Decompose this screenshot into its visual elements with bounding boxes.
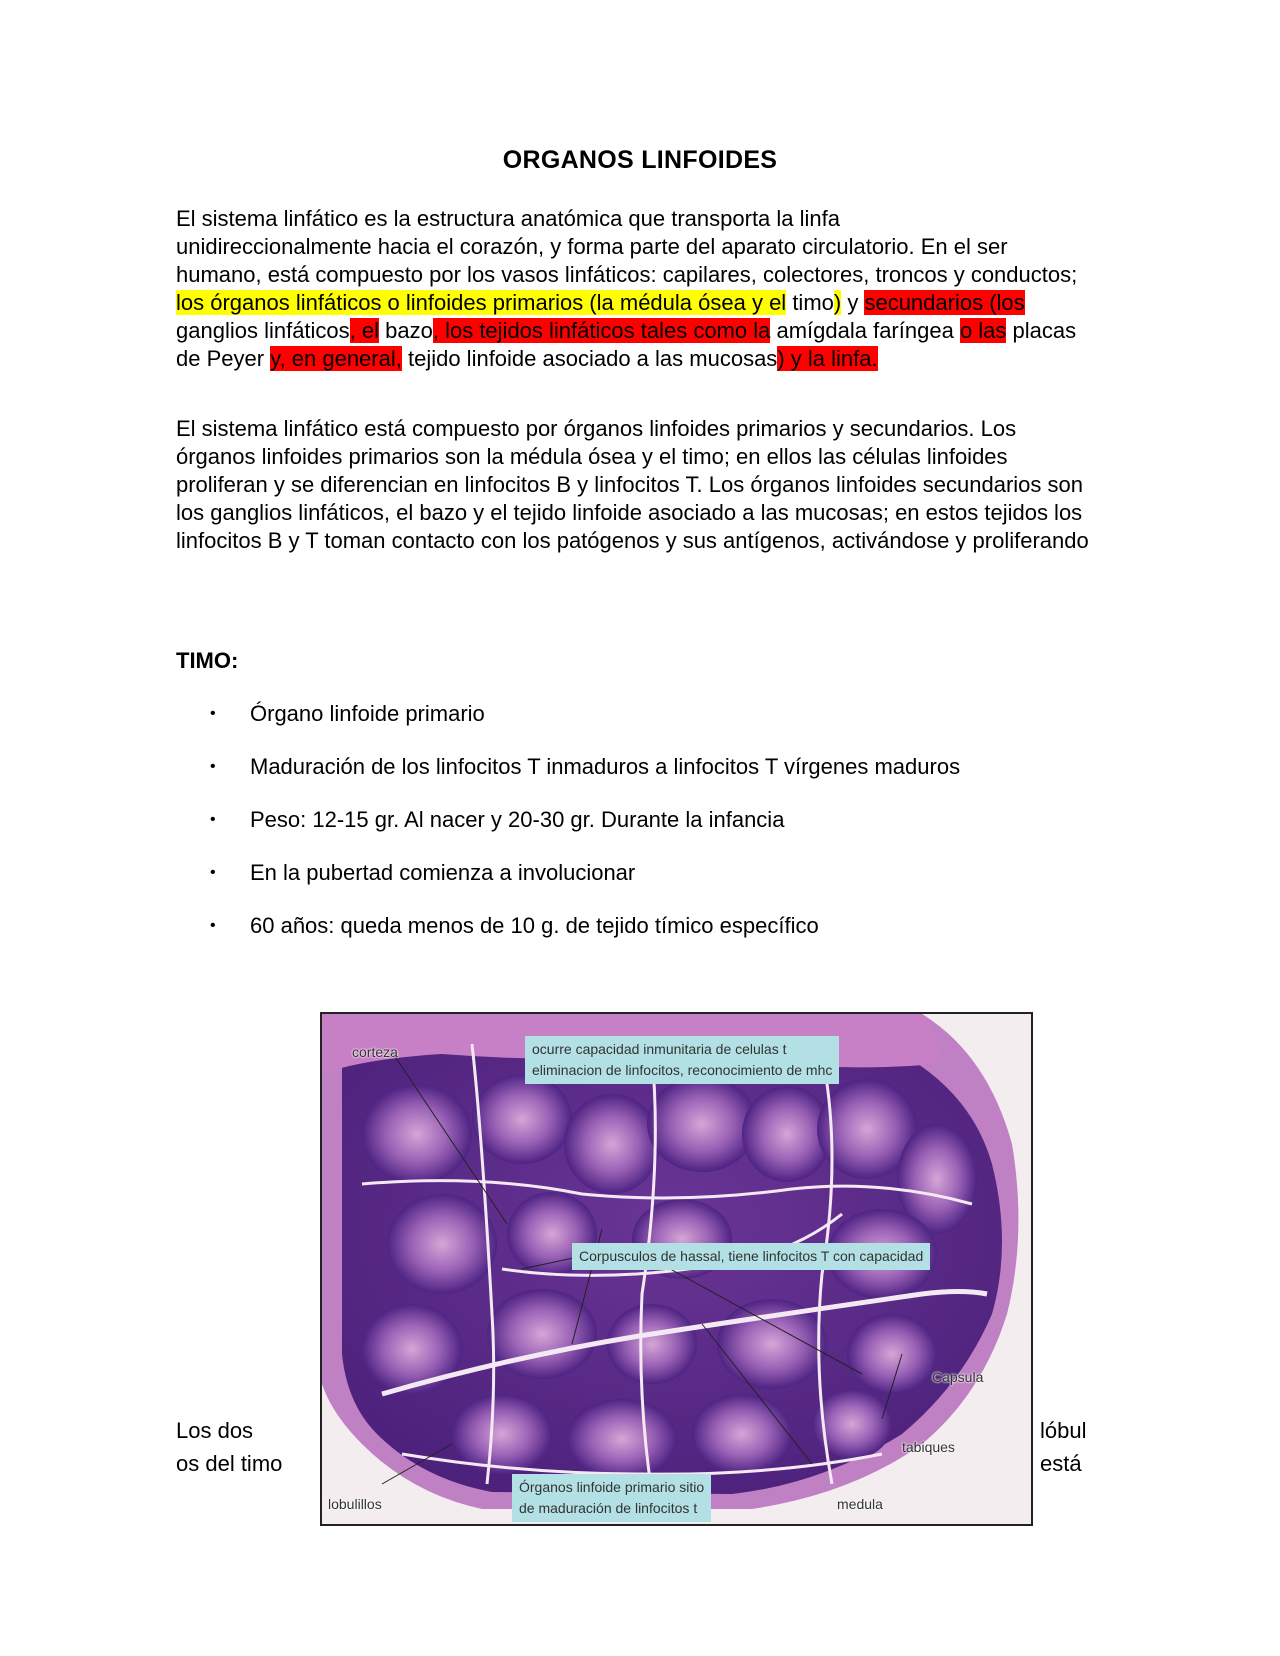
list-item-text: 60 años: queda menos de 10 g. de tejido tímico específico <box>250 913 819 938</box>
label-tabiques: tabiques <box>902 1439 955 1455</box>
yellow-highlight: ) <box>833 290 842 315</box>
callout-line: eliminacion de linfocitos, reconocimiento de mhc <box>532 1062 833 1078</box>
bullet-icon: • <box>210 864 216 881</box>
text-run: y <box>841 290 865 315</box>
bullet-icon: • <box>210 811 216 828</box>
text-line: Los dos <box>176 1418 254 1443</box>
text-run: ganglios linfáticos <box>176 318 350 343</box>
text-line: os del timo <box>176 1451 283 1476</box>
callout-line: ocurre capacidad inmunitaria de celulas t <box>532 1041 787 1057</box>
paragraph-intro <box>176 205 1096 373</box>
paragraph-summary: El sistema linfático está compuesto por órganos linfoides primarios y secundarios. Los órganos linfoides primarios son la médula ósea y el timo; en ellos las células linfoides proliferan y se diferencian en linfocitos B y linfocitos T. Los órganos linfoides secundarios son los ganglios linfáticos, el bazo y el tejido linfoide asociado a las mucosas; en estos tejidos los linfocitos B y T toman contacto con los patógenos y sus antígenos, activándose y proliferando <box>176 416 1089 553</box>
section-heading-timo: TIMO: <box>176 648 239 673</box>
list-item-text: Peso: 12-15 gr. Al nacer y 20-30 gr. Durante la infancia <box>250 807 785 832</box>
label-lobulillos: lobulillos <box>328 1496 382 1512</box>
bullet-icon: • <box>210 705 216 722</box>
list-item <box>210 859 960 912</box>
callout-top <box>525 1036 839 1084</box>
text-run: timo <box>786 290 834 315</box>
wrapped-text-left <box>176 1414 282 1480</box>
callout-line: de maduración de linfocitos t <box>519 1500 698 1516</box>
label-corteza: corteza <box>352 1044 398 1060</box>
label-medula: medula <box>837 1496 883 1512</box>
red-highlight: , los tejidos linfáticos tales como la <box>432 318 771 343</box>
red-highlight: secundarios (los <box>864 290 1025 315</box>
list-item-text: Órgano linfoide primario <box>250 701 485 726</box>
list-item-text: En la pubertad comienza a involucionar <box>250 860 636 885</box>
wrapped-text-right <box>1040 1414 1086 1480</box>
list-item <box>210 912 960 965</box>
red-highlight: y, en general, <box>270 346 402 371</box>
red-highlight: ) y la linfa. <box>777 346 878 371</box>
text-run: unidireccionalmente hacia el corazón, y forma parte del aparato circulatorio. En el ser humano, está compuesto por los vasos linfáticos: capilares, colectores, troncos y conductos; <box>176 234 1078 287</box>
label-capsula: Capsula <box>932 1369 984 1385</box>
text-run: amígdala faríngea <box>770 318 960 343</box>
bullet-icon: • <box>210 917 216 934</box>
text-run: El sistema linfático es la estructura anatómica que transporta la linfa <box>176 206 840 231</box>
document-title: ORGANOS LINFOIDES <box>502 146 778 174</box>
text-line: lóbul <box>1040 1418 1087 1443</box>
text-run: bazo <box>379 318 433 343</box>
list-item <box>210 806 960 859</box>
callout-bottom <box>512 1474 711 1522</box>
callout-middle: Corpusculos de hassal, tiene linfocitos T con capacidad <box>572 1243 930 1270</box>
text-line: está <box>1040 1451 1082 1476</box>
list-item-text: Maduración de los linfocitos T inmaduros a linfocitos T vírgenes maduros <box>250 754 961 779</box>
bullet-icon: • <box>210 758 216 775</box>
yellow-highlight: los órganos linfáticos o linfoides primarios (la médula ósea y el <box>176 290 787 315</box>
thymus-histology-figure <box>320 1012 1033 1526</box>
text-run: tejido linfoide asociado a las mucosas <box>401 346 778 371</box>
list-item <box>210 700 960 753</box>
list-item <box>210 753 960 806</box>
red-highlight: o las <box>959 318 1007 343</box>
callout-line: Órganos linfoide primario sitio <box>519 1479 705 1495</box>
red-highlight: , el <box>349 318 380 343</box>
text-run: placas de Peyer <box>176 318 1077 371</box>
bullet-list <box>210 700 960 965</box>
